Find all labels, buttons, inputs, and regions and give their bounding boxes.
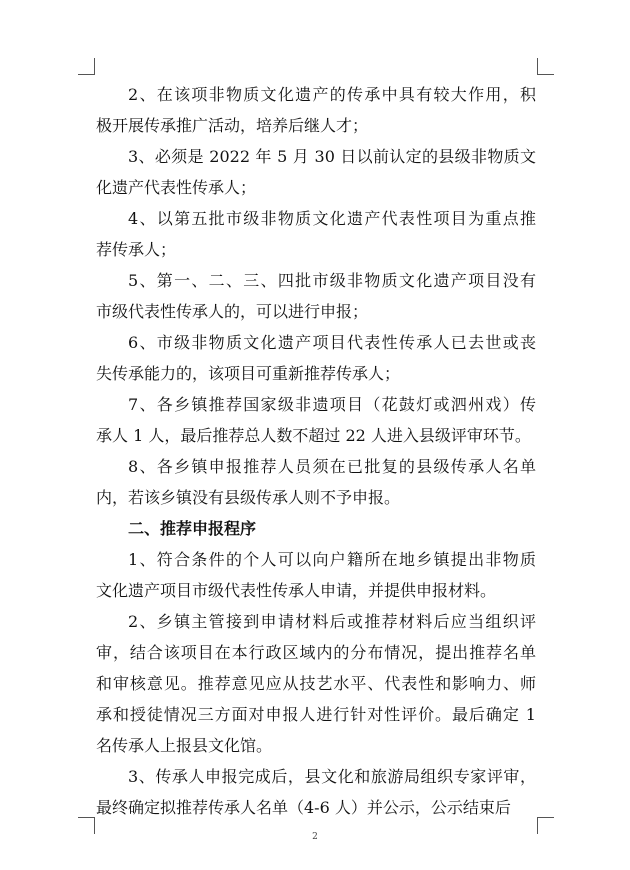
paragraph — [96, 203, 536, 265]
text-line: 审，结合该项目在本行政区域内的分布情况，提出推荐名单 — [96, 643, 536, 662]
text-line: 3、传承人申报完成后，县文化和旅游局组织专家评审， — [128, 767, 536, 786]
paragraph — [96, 451, 536, 513]
text-line: 极开展传承推广活动，培养后继人才； — [96, 116, 369, 135]
crop-mark-top-left — [78, 58, 95, 75]
paragraph — [96, 761, 536, 823]
paragraph — [96, 141, 536, 203]
text-line: 5、第一、二、三、四批市级非物质文化遗产项目没有 — [128, 271, 536, 290]
text-line: 内，若该乡镇没有县级传承人则不予申报。 — [96, 488, 401, 507]
paragraph — [96, 389, 536, 451]
section-heading — [96, 513, 536, 544]
text-line: 二、推荐申报程序 — [128, 519, 257, 538]
text-line: 2、乡镇主管接到申请材料后或推荐材料后应当组织评 — [128, 612, 536, 631]
text-line: 7、各乡镇推荐国家级非遗项目（花鼓灯或泗州戏）传 — [128, 395, 536, 414]
text-line: 1、符合条件的个人可以向户籍所在地乡镇提出非物质 — [128, 550, 536, 569]
text-line: 名传承人上报县文化馆。 — [96, 736, 273, 755]
text-line: 文化遗产项目市级代表性传承人申请，并提供申报材料。 — [96, 581, 497, 600]
text-line: 4、以第五批市级非物质文化遗产代表性项目为重点推 — [128, 209, 536, 228]
text-line: 失传承能力的，该项目可重新推荐传承人； — [96, 364, 401, 383]
text-line: 承人 1 人，最后推荐总人数不超过 22 人进入县级评审环节。 — [96, 426, 531, 445]
text-line: 市级代表性传承人的，可以进行申报； — [96, 302, 369, 321]
text-line: 2、在该项非物质文化遗产的传承中具有较大作用，积 — [128, 85, 536, 104]
text-line: 荐传承人； — [96, 240, 177, 259]
text-line: 8、各乡镇申报推荐人员须在已批复的县级传承人名单 — [128, 457, 536, 476]
crop-mark-top-right — [537, 58, 554, 75]
document-body — [96, 79, 536, 823]
text-line: 和审核意见。推荐意见应从技艺水平、代表性和影响力、师 — [96, 674, 536, 693]
text-line: 化遗产代表性传承人； — [96, 178, 257, 197]
paragraph — [96, 544, 536, 606]
text-line: 承和授徒情况三方面对申报人进行针对性评价。最后确定 1 — [96, 705, 536, 724]
paragraph — [96, 79, 536, 141]
page-number: 2 — [312, 832, 318, 842]
paragraph — [96, 265, 536, 327]
paragraph — [96, 327, 536, 389]
text-line: 3、必须是 2022 年 5 月 30 日以前认定的县级非物质文 — [128, 147, 536, 166]
text-line: 6、市级非物质文化遗产项目代表性传承人已去世或丧 — [128, 333, 536, 352]
text-line: 最终确定拟推荐传承人名单（4-6 人）并公示，公示结束后 — [96, 798, 511, 817]
paragraph — [96, 606, 536, 761]
